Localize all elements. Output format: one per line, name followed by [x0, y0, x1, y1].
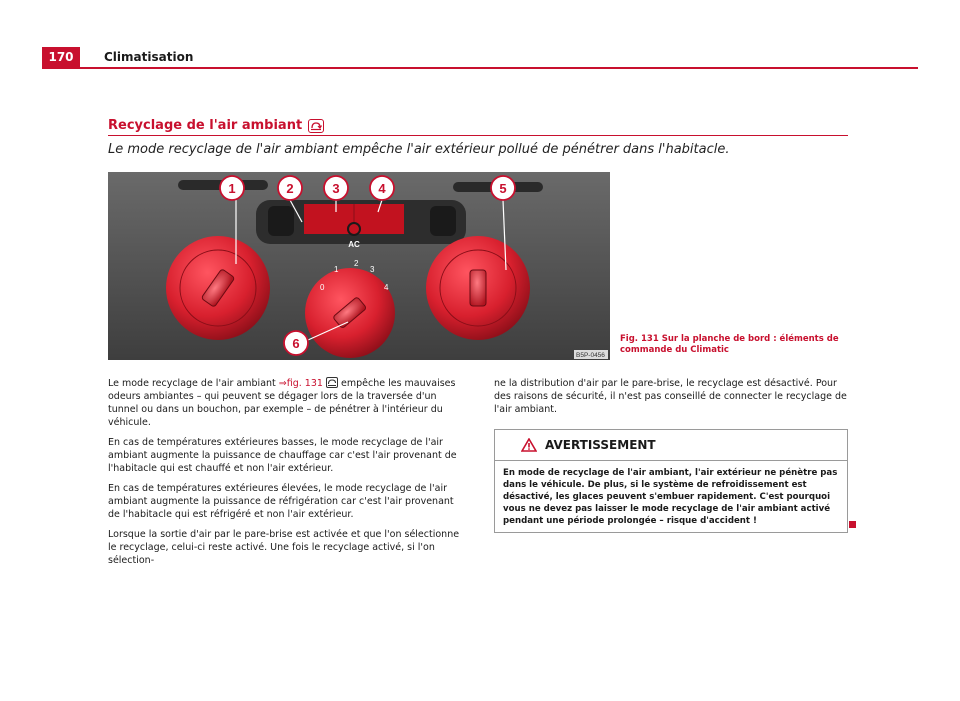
header-divider — [42, 67, 918, 69]
paragraph-5: ne la distribution d'air par le pare-brise, le recyclage est désactivé. Pour des raisons de sécurité, il n'est pas conseillé de connecter le recyclage de l'air ambiant. — [494, 378, 847, 415]
svg-text:5: 5 — [499, 181, 507, 196]
body-left-column — [108, 377, 463, 574]
paragraph-3: En cas de températures extérieures élevées, le mode recyclage de l'air ambiant augmente la puissance de réfrigération car c'est l'air provenant de l'habitacle qui est réfrigéré et non l'air extérieur. — [108, 483, 454, 520]
fan-label-4: 4 — [384, 283, 389, 292]
svg-text:2: 2 — [286, 181, 294, 196]
control-panel-illustration — [108, 172, 610, 360]
page-number: 170 — [42, 47, 80, 67]
climatic-control-figure — [108, 172, 610, 360]
section-title — [108, 118, 324, 133]
fan-label-2: 2 — [354, 259, 359, 268]
body-right-column — [494, 377, 850, 423]
warning-text: En mode de recyclage de l'air ambiant, l'air extérieur ne pénètre pas dans le véhicule. De plus, si le système de refroidissement est désactivé, les glaces peuvent s'embuer rapidement. C'est pourquoi vous ne devez pas laisser le mode recyclage de l'air ambiant activé pendant une période prolongée – risque d'accident ! — [503, 468, 838, 526]
svg-text:1: 1 — [228, 181, 236, 196]
figure-caption: Fig. 131 Sur la planche de bord : éléments de commande du Climatic — [620, 334, 839, 355]
svg-text:6: 6 — [292, 336, 300, 351]
svg-text:3: 3 — [332, 181, 340, 196]
section-lead: Le mode recyclage de l'air ambiant empêche l'air extérieur pollué de pénétrer dans l'habitacle. — [108, 142, 730, 157]
warning-title: AVERTISSEMENT — [545, 438, 656, 452]
chapter-title: Climatisation — [104, 50, 194, 64]
figure-code: B5P-0456 — [576, 352, 605, 359]
figure-link[interactable]: ⇒fig. 131 — [278, 378, 323, 389]
warning-box — [494, 429, 848, 533]
paragraph-2: En cas de températures extérieures basses, le mode recyclage de l'air ambiant augmente la puissance de chauffage car c'est l'air provenant de l'habitacle qui est chauffé et non l'air extérieur. — [108, 437, 457, 474]
section-end-marker — [849, 521, 856, 528]
section-title-text: Recyclage de l'air ambiant — [108, 118, 303, 133]
warning-header — [495, 430, 847, 461]
air-recirculation-icon — [326, 377, 338, 388]
ac-label: AC — [348, 240, 360, 249]
page-header — [42, 47, 918, 67]
paragraph-4: Lorsque la sortie d'air par le pare-brise est activée et que l'on sélectionne le recyclage, celui-ci reste activé. Une fois le recyclage activé, si l'on sélection- — [108, 529, 460, 566]
fan-label-3: 3 — [370, 265, 375, 274]
air-recirculation-icon — [308, 119, 324, 133]
fan-label-0: 0 — [320, 283, 325, 292]
section-divider — [108, 135, 848, 136]
warning-triangle-icon — [521, 438, 537, 452]
ac-button[interactable] — [348, 223, 360, 235]
paragraph-1: Le mode recyclage de l'air ambiant ⇒fig. 131 empêche les mauvaises odeurs ambiantes – qui peuvent se dégager lors de la traversée d'un tunnel ou dans un bouchon, par exemple – de pénétrer à l'intérieur du véhicule. — [108, 378, 456, 428]
svg-text:4: 4 — [378, 181, 386, 196]
fan-label-1: 1 — [334, 265, 339, 274]
